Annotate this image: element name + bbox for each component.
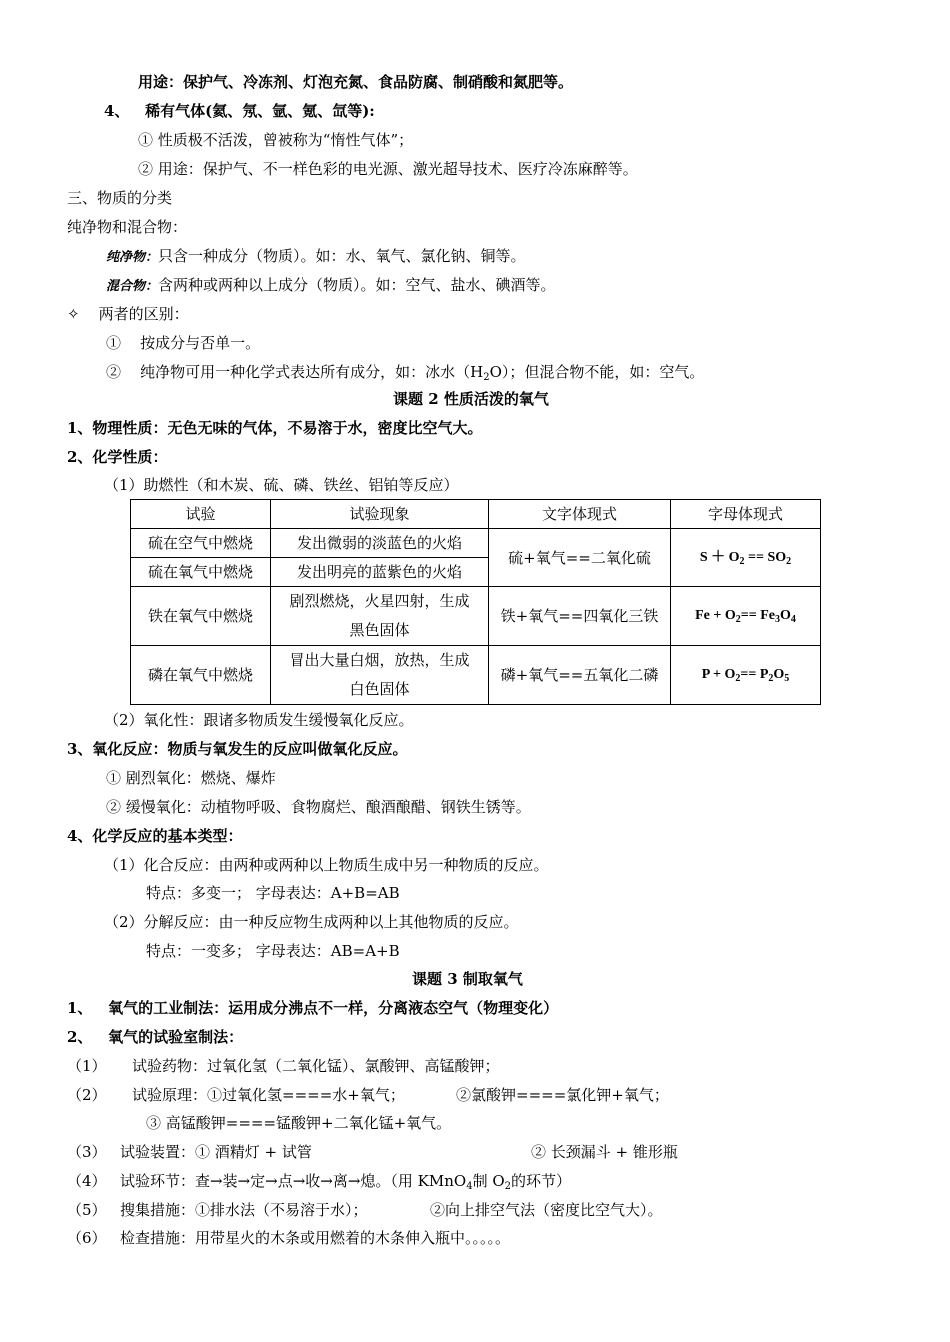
subscript: 2	[483, 372, 490, 383]
phenomenon-cell	[271, 587, 489, 646]
physical-property-line: 1、物理性质：无色无味的气体，不易溶于水，密度比空气大。	[67, 419, 483, 437]
item-text: 试验环节：查→装→定→点→收→离→熄。（用 KMnO	[120, 1172, 467, 1190]
lesson-3-title: 课题 3 制取氧气	[412, 970, 523, 988]
pure-mixture-heading: 纯净物和混合物：	[67, 218, 188, 236]
phenomenon-cell: 发出微弱的淡蓝色的火焰	[271, 529, 489, 558]
formula-part: Fe + O	[695, 608, 736, 623]
table-header-row	[131, 500, 821, 529]
item-text: O）；但混合物不能，如：空气。	[489, 363, 705, 381]
decomposition-reaction-line: （2）分解反应：由一种反应物生成两种以上其他物质的反应。	[104, 913, 519, 931]
subscript: 2	[739, 555, 745, 567]
phenomenon-line: 黑色固体	[349, 621, 410, 639]
lab-collection-line	[67, 1200, 107, 1220]
subscript: 2	[768, 673, 774, 684]
lab-reagents-line	[67, 1056, 107, 1076]
lab-principle-text-3: ③ 高锰酸钾====锰酸钾+二氧化锰+氧气。	[146, 1114, 452, 1132]
lab-reagents-text: 试验药物：过氧化氢（二氧化锰）、氯酸钾、高锰酸钾；	[132, 1057, 500, 1075]
word-equation-cell: 硫+氧气==二氧化硫	[489, 529, 671, 587]
subscript: 4	[466, 1181, 473, 1192]
rare-gas-heading	[104, 101, 375, 121]
phenomenon-line: 冒出大量白烟，放热，生成	[289, 651, 470, 669]
combustion-support-line: （1）助燃性（和木炭、硫、磷、铁丝、铝铂等反应）	[104, 476, 459, 494]
lesson-2-title: 课题 2 性质活泼的氧气	[393, 390, 549, 408]
lab-principle-text-2: ②氯酸钾====氯化钾+氧气；	[456, 1086, 669, 1104]
combination-reaction-line: （1）化合反应：由两种或两种以上物质生成中另一种物质的反应。	[104, 856, 549, 874]
item-text: 两者的区别：	[98, 305, 189, 323]
item-number: （4）	[67, 1172, 107, 1190]
decomposition-feature-line: 特点：一变多； 字母表达：AB=A+B	[146, 942, 400, 960]
item-text: 制 O	[472, 1172, 505, 1190]
lab-collection-text: 搜集措施：①排水法（不易溶于水）；	[120, 1201, 368, 1219]
lab-method-heading	[67, 1027, 243, 1047]
item-number: （1）	[67, 1057, 107, 1075]
rare-gas-uses: ② 用途：保护气、不一样色彩的电光源、激光超导技术、医疗冷冻麻醉等。	[138, 160, 638, 178]
phenomenon-line: 白色固体	[349, 680, 410, 698]
phenomenon-cell: 发出明亮的蓝紫色的火焰	[271, 558, 489, 587]
formula-part: P + O	[701, 667, 736, 682]
definition-text: 只含一种成分（物质）。如：水、氧气、氯化钠、铜等。	[158, 247, 526, 265]
chemical-property-heading: 2、化学性质：	[67, 448, 168, 466]
lab-principle-line	[67, 1085, 107, 1105]
table-row	[131, 529, 821, 558]
item-number: ②	[106, 363, 122, 381]
formula-cell	[671, 529, 821, 587]
lab-principle-text: 试验原理：①过氧化氢====水+氧气；	[132, 1086, 405, 1104]
lab-steps-line	[67, 1171, 107, 1191]
table-header-cell: 文字体现式	[489, 500, 671, 529]
lab-check-line	[67, 1228, 107, 1248]
term-label: 混合物：	[106, 279, 159, 294]
formula-part: O	[773, 667, 785, 682]
violent-oxidation-line: ① 剧烈氧化：燃烧、爆炸	[106, 769, 276, 787]
reaction-types-heading: 4、化学反应的基本类型：	[67, 827, 243, 845]
table-header-cell: 试验	[131, 500, 271, 529]
oxidizing-line: （2）氧化性：跟诸多物质发生缓慢氧化反应。	[104, 711, 414, 729]
lab-check-text: 检查措施：用带星火的木条或用燃着的木条伸入瓶中。。。。。	[120, 1229, 511, 1247]
experiment-cell: 硫在氧气中燃烧	[131, 558, 271, 587]
item-number: 1、	[67, 999, 93, 1017]
item-text: 氧气的工业制法：运用成分沸点不一样，分离液态空气（物理变化）	[108, 999, 559, 1017]
item-text: 按成分与否单一。	[140, 334, 261, 352]
difference-heading	[67, 304, 189, 324]
item-text: 纯净物可用一种化学式表达所有成分，如：冰水（H	[140, 363, 484, 381]
lab-collection-text-2: ②向上排空气法（密度比空气大）。	[430, 1201, 663, 1219]
item-number: 2、	[67, 1028, 93, 1046]
item-number: ①	[106, 334, 122, 352]
word-equation-cell: 磷+氧气==五氧化二磷	[489, 646, 671, 705]
lab-apparatus-text: 试验装置：① 酒精灯 + 试管	[120, 1143, 312, 1161]
item-number: （6）	[67, 1229, 107, 1247]
formula-cell	[671, 646, 821, 705]
experiment-cell: 铁在氧气中燃烧	[131, 587, 271, 646]
lab-steps-text	[120, 1171, 571, 1191]
lab-apparatus-line	[67, 1142, 107, 1162]
rare-gas-property: ① 性质极不活泼，曾被称为“惰性气体”；	[138, 131, 414, 149]
table-header-cell: 字母体现式	[671, 500, 821, 529]
experiment-cell: 硫在空气中燃烧	[131, 529, 271, 558]
combination-feature-line: 特点：多变一； 字母表达：A+B=AB	[146, 884, 400, 902]
table-row	[131, 646, 821, 705]
subscript: 2	[735, 673, 741, 684]
phenomenon-line: 剧烈燃烧，火星四射，生成	[289, 592, 470, 610]
item-number: （3）	[67, 1143, 107, 1161]
item-text: 稀有气体(氦、氖、氩、氪、氙等):	[145, 102, 375, 120]
section-heading-classification: 三、物质的分类	[67, 189, 173, 207]
formula-part: S ＋ O	[699, 549, 740, 565]
industrial-method-line	[67, 998, 558, 1018]
formula-part: == SO	[748, 549, 787, 565]
subscript: 4	[790, 614, 796, 625]
slow-oxidation-line: ② 缓慢氧化：动植物呼吸、食物腐烂、酿酒酿醋、钢铁生锈等。	[106, 798, 531, 816]
formula-part: == P	[740, 667, 769, 682]
experiment-cell: 磷在氧气中燃烧	[131, 646, 271, 705]
subscript: 2	[735, 614, 741, 625]
combustion-experiment-table	[130, 499, 821, 705]
formula-part: == Fe	[740, 608, 775, 623]
word-equation-cell: 铁+氧气==四氧化三铁	[489, 587, 671, 646]
nitrogen-uses-line: 用途：保护气、冷冻剂、灯泡充氮、食品防腐、制硝酸和氮肥等。	[138, 73, 574, 91]
subscript: 5	[784, 673, 790, 684]
difference-item-2	[106, 362, 704, 382]
item-number: （5）	[67, 1201, 107, 1219]
term-label: 纯净物：	[106, 250, 159, 265]
oxidation-reaction-line: 3、氧化反应：物质与氧发生的反应叫做氧化反应。	[67, 740, 408, 758]
item-number: 4、	[104, 102, 130, 120]
table-header-cell: 试验现象	[271, 500, 489, 529]
lab-apparatus-text-2: ② 长颈漏斗 + 锥形瓶	[531, 1143, 678, 1161]
formula-part: O	[779, 608, 791, 623]
subscript: 3	[774, 614, 780, 625]
item-text: 的环节）	[511, 1172, 572, 1190]
item-text: 氧气的试验室制法：	[108, 1028, 244, 1046]
pure-substance-def	[106, 246, 526, 268]
subscript: 2	[786, 555, 792, 567]
table-row	[131, 587, 821, 646]
mixture-def	[106, 275, 556, 297]
subscript: 2	[504, 1181, 512, 1192]
formula-cell	[671, 587, 821, 646]
phenomenon-cell	[271, 646, 489, 705]
definition-text: 含两种或两种以上成分（物质）。如：空气、盐水、碘酒等。	[158, 276, 556, 294]
difference-item-1	[106, 333, 260, 353]
item-number: （2）	[67, 1086, 107, 1104]
diamond-bullet-icon: ✧	[67, 305, 80, 323]
